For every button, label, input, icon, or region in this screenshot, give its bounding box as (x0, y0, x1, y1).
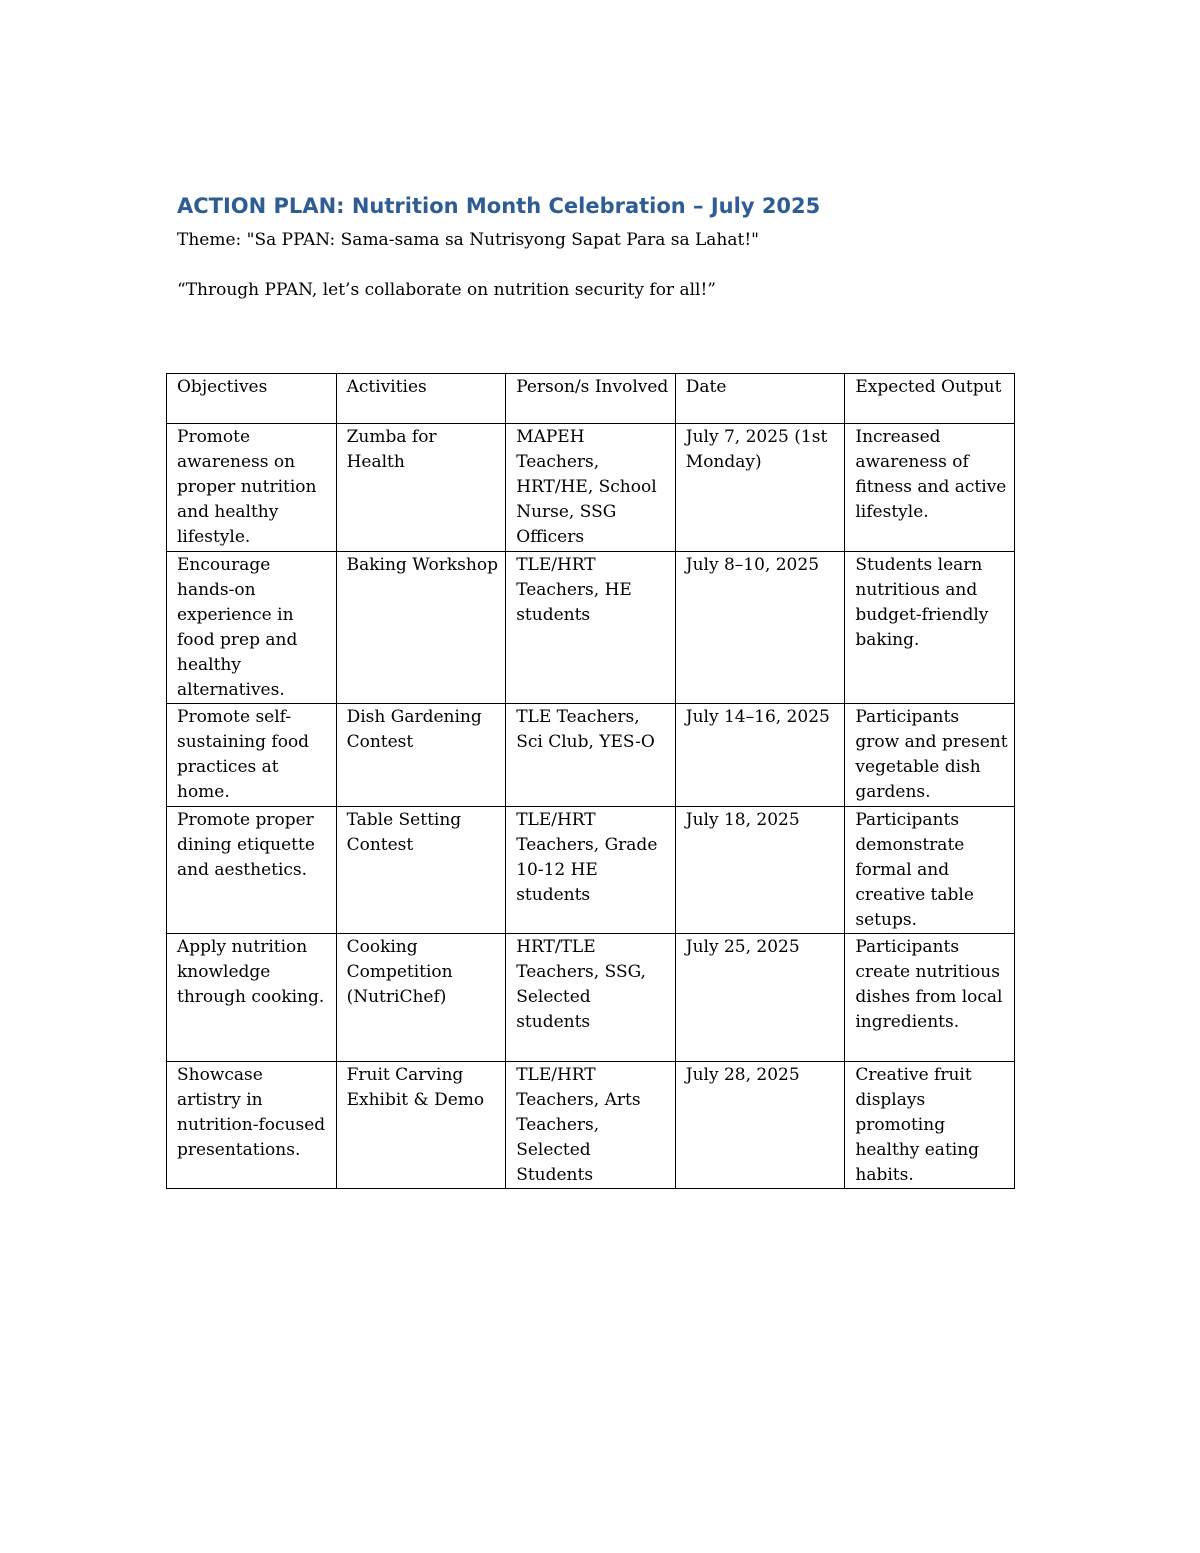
activity-cell: Baking Workshop (336, 552, 506, 704)
activity-cell: Fruit Carving Exhibit & Demo (336, 1062, 506, 1189)
date-cell: July 7, 2025 (1st Monday) (675, 424, 845, 552)
objective-cell: Showcase artistry in nutrition-focused presentations. (167, 1062, 337, 1189)
output-cell: Increased awareness of fitness and active lifestyle. (845, 424, 1015, 552)
header-activities: Activities (336, 374, 506, 424)
activity-cell: Cooking Competition (NutriChef) (336, 934, 506, 1062)
header-date: Date (675, 374, 845, 424)
date-cell: July 25, 2025 (675, 934, 845, 1062)
table-row (167, 807, 1015, 934)
header-objectives: Objectives (167, 374, 337, 424)
persons-cell: TLE Teachers, Sci Club, YES-O (506, 704, 676, 807)
activity-cell: Dish Gardening Contest (336, 704, 506, 807)
objective-cell: Promote proper dining etiquette and aesthetics. (167, 807, 337, 934)
persons-cell: MAPEH Teachers, HRT/HE, School Nurse, SSG Officers (506, 424, 676, 552)
output-cell: Participants demonstrate formal and creative table setups. (845, 807, 1015, 934)
objective-cell: Promote self-sustaining food practices at home. (167, 704, 337, 807)
objective-cell: Encourage hands-on experience in food prep and healthy alternatives. (167, 552, 337, 704)
persons-cell: TLE/HRT Teachers, Arts Teachers, Selected Students (506, 1062, 676, 1189)
output-cell: Participants grow and present vegetable dish gardens. (845, 704, 1015, 807)
header-persons-involved: Person/s Involved (506, 374, 676, 424)
quote-line: “Through PPAN, let’s collaborate on nutrition security for all!” (177, 280, 716, 300)
output-cell: Creative fruit displays promoting healthy eating habits. (845, 1062, 1015, 1189)
objective-cell: Promote awareness on proper nutrition and healthy lifestyle. (167, 424, 337, 552)
table-row (167, 552, 1015, 704)
document-title: ACTION PLAN: Nutrition Month Celebration – July 2025 (177, 194, 821, 218)
output-cell: Participants create nutritious dishes from local ingredients. (845, 934, 1015, 1062)
persons-cell: TLE/HRT Teachers, HE students (506, 552, 676, 704)
date-cell: July 14–16, 2025 (675, 704, 845, 807)
persons-cell: TLE/HRT Teachers, Grade 10-12 HE students (506, 807, 676, 934)
activity-cell: Table Setting Contest (336, 807, 506, 934)
activity-cell: Zumba for Health (336, 424, 506, 552)
table-row (167, 1062, 1015, 1189)
header-expected-output: Expected Output (845, 374, 1015, 424)
persons-cell: HRT/TLE Teachers, SSG, Selected students (506, 934, 676, 1062)
action-plan-table (166, 373, 1015, 1189)
table-row (167, 704, 1015, 807)
date-cell: July 28, 2025 (675, 1062, 845, 1189)
table-row (167, 424, 1015, 552)
objective-cell: Apply nutrition knowledge through cooking. (167, 934, 337, 1062)
date-cell: July 8–10, 2025 (675, 552, 845, 704)
output-cell: Students learn nutritious and budget-friendly baking. (845, 552, 1015, 704)
theme-line: Theme: "Sa PPAN: Sama-sama sa Nutrisyong Sapat Para sa Lahat!" (177, 230, 760, 250)
date-cell: July 18, 2025 (675, 807, 845, 934)
table-header-row (167, 374, 1015, 424)
table-row (167, 934, 1015, 1062)
